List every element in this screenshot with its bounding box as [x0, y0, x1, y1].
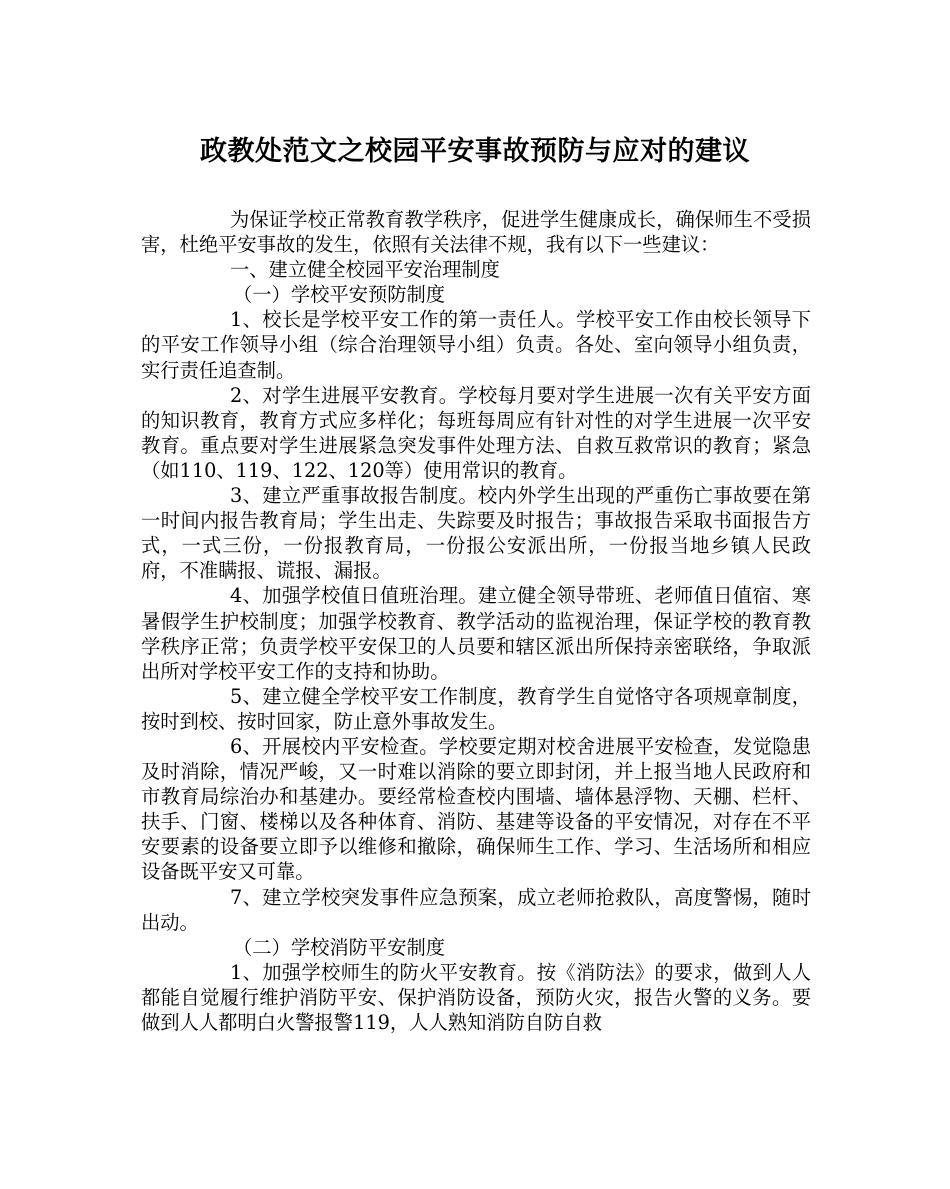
paragraph: 1、校长是学校平安工作的第一责任人。学校平安工作由校长领导下的平安工作领导小组（综合治理领导小组）负责。各处、室向领导小组负责，实行责任追查制。 [141, 308, 811, 382]
paragraph: 4、加强学校值日值班治理。建立健全领导带班、老师值日值宿、寒暑假学生护校制度；加强学校教育、教学活动的监视治理，保证学校的教育教学秩序正常；负责学校平安保卫的人员要和辖区派出所保持亲密联络，争取派出所对学校平安工作的支持和协助。 [141, 584, 811, 683]
paragraph: 6、开展校内平安检查。学校要定期对校舍进展平安检查，发觉隐患及时消除，情况严峻，又一时难以消除的要立即封闭，并上报当地人民政府和市教育局综治办和基建办。要经常检查校内围墙、墙体悬浮物、天棚、栏杆、扶手、门窗、楼梯以及各种体育、消防、基建等设备的平安情况，对存在不平安要素的设备要立即予以维修和撤除，确保师生工作、学习、生活场所和相应设备既平安又可靠。 [141, 734, 811, 884]
document-body [141, 207, 811, 1035]
paragraph: 7、建立学校突发事件应急预案，成立老师抢救队，高度警惕，随时出动。 [141, 885, 811, 934]
subsection-heading: （一）学校平安预防制度 [233, 283, 446, 307]
subsection-heading: （二）学校消防平安制度 [233, 935, 446, 959]
paragraph: 1、加强学校师生的防火平安教育。按《消防法》的要求，做到人人都能自觉履行维护消防平安、保护消防设备，预防火灾，报告火警的义务。要做到人人都明白火警报警119，人人熟知消防自防自救 [141, 960, 811, 1034]
paragraph: 2、对学生进展平安教育。学校每月要对学生进展一次有关平安方面的知识教育，教育方式应多样化；每班每周应有针对性的对学生进展一次平安教育。重点要对学生进展紧急突发事件处理方法、自救互救常识的教育；紧急（如110、119、122、120等）使用常识的教育。 [141, 383, 811, 482]
document-title: 政教处范文之校园平安事故预防与应对的建议 [200, 136, 750, 167]
paragraph: 3、建立严重事故报告制度。校内外学生出现的严重伤亡事故要在第一时间内报告教育局；学生出走、失踪要及时报告；事故报告采取书面报告方式，一式三份，一份报教育局，一份报公安派出所，一份报当地乡镇人民政府，不准瞒报、谎报、漏报。 [141, 484, 811, 583]
section-heading: 一、建立健全校园平安治理制度 [230, 258, 500, 282]
intro-paragraph: 为保证学校正常教育教学秩序，促进学生健康成长，确保师生不受损害，杜绝平安事故的发生，依照有关法律不规，我有以下一些建议： [141, 208, 811, 257]
paragraph: 5、建立健全学校平安工作制度，教育学生自觉恪守各项规章制度，按时到校、按时回家，防止意外事故发生。 [141, 684, 811, 733]
